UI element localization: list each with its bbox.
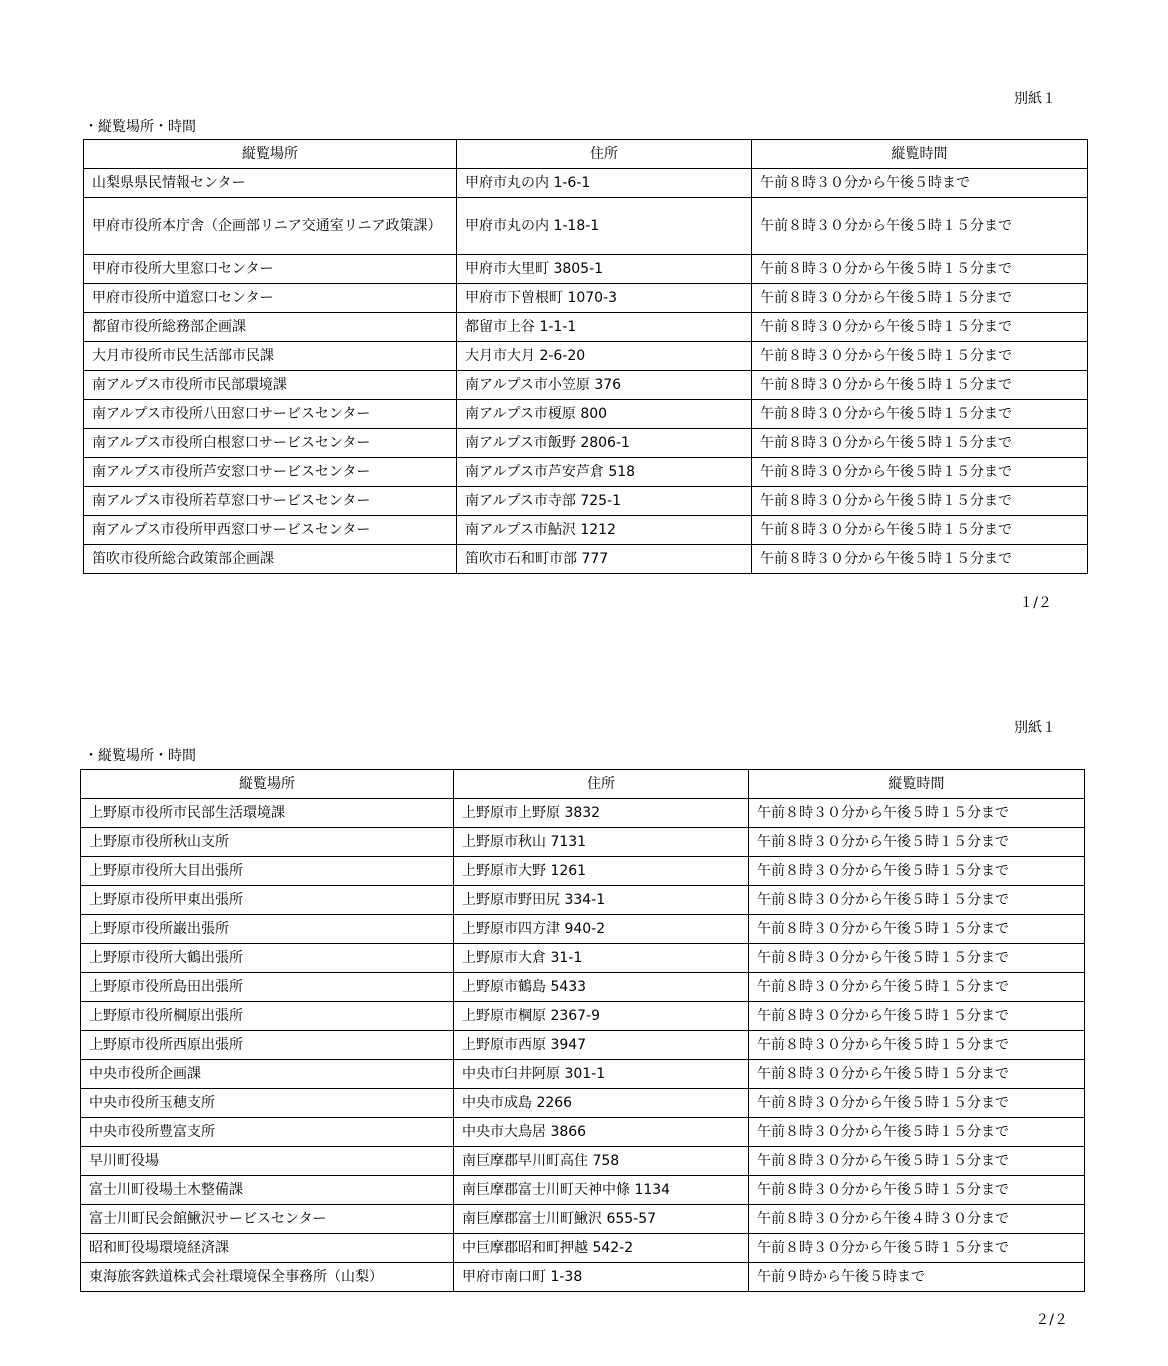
table-row bbox=[81, 1031, 1085, 1060]
location-cell: 南アルプス市役所八田窓口サービスセンター bbox=[84, 400, 457, 429]
hours-cell: 午前８時３０分から午後５時１５分まで bbox=[749, 828, 1085, 857]
address-cell: 上野原市棡原 2367-9 bbox=[454, 1002, 749, 1031]
location-cell: 南アルプス市役所若草窓口サービスセンター bbox=[84, 487, 457, 516]
section-heading: ・縦覧場所・時間 bbox=[84, 748, 196, 764]
header-location: 縦覧場所 bbox=[81, 770, 454, 799]
location-cell: 上野原市役所秋山支所 bbox=[81, 828, 454, 857]
table-header-row bbox=[81, 770, 1085, 799]
table-row bbox=[81, 799, 1085, 828]
address-cell: 中巨摩郡昭和町押越 542-2 bbox=[454, 1234, 749, 1263]
location-cell: 上野原市役所大目出張所 bbox=[81, 857, 454, 886]
location-cell: 甲府市役所本庁舎（企画部リニア交通室リニア政策課） bbox=[84, 198, 457, 255]
address-cell: 南巨摩郡富士川町鰍沢 655-57 bbox=[454, 1205, 749, 1234]
location-cell: 南アルプス市役所芦安窓口サービスセンター bbox=[84, 458, 457, 487]
location-cell: 上野原市役所市民部生活環境課 bbox=[81, 799, 454, 828]
table-row bbox=[81, 1089, 1085, 1118]
address-cell: 南アルプス市寺部 725-1 bbox=[457, 487, 752, 516]
address-cell: 上野原市大野 1261 bbox=[454, 857, 749, 886]
table-row bbox=[81, 944, 1085, 973]
table-row bbox=[81, 1176, 1085, 1205]
table-row bbox=[84, 342, 1088, 371]
location-cell: 上野原市役所西原出張所 bbox=[81, 1031, 454, 1060]
location-cell: 富士川町役場土木整備課 bbox=[81, 1176, 454, 1205]
table-row bbox=[81, 1263, 1085, 1292]
table-row bbox=[84, 429, 1088, 458]
address-cell: 南アルプス市飯野 2806-1 bbox=[457, 429, 752, 458]
hours-cell: 午前８時３０分から午後５時まで bbox=[752, 169, 1088, 198]
table-row bbox=[81, 1118, 1085, 1147]
hours-cell: 午前８時３０分から午後５時１５分まで bbox=[749, 886, 1085, 915]
hours-cell: 午前８時３０分から午後５時１５分まで bbox=[752, 284, 1088, 313]
table-row bbox=[84, 255, 1088, 284]
hours-cell: 午前８時３０分から午後５時１５分まで bbox=[749, 799, 1085, 828]
address-cell: 上野原市鶴島 5433 bbox=[454, 973, 749, 1002]
address-cell: 上野原市上野原 3832 bbox=[454, 799, 749, 828]
address-cell: 上野原市野田尻 334-1 bbox=[454, 886, 749, 915]
table-row bbox=[84, 284, 1088, 313]
location-cell: 南アルプス市役所市民部環境課 bbox=[84, 371, 457, 400]
hours-cell: 午前８時３０分から午後５時１５分まで bbox=[752, 516, 1088, 545]
hours-cell: 午前８時３０分から午後５時１５分まで bbox=[749, 973, 1085, 1002]
hours-cell: 午前８時３０分から午後５時１５分まで bbox=[752, 400, 1088, 429]
table-row bbox=[84, 516, 1088, 545]
table-row bbox=[81, 1147, 1085, 1176]
header-address: 住所 bbox=[457, 140, 752, 169]
header-location: 縦覧場所 bbox=[84, 140, 457, 169]
table-row bbox=[84, 169, 1088, 198]
table-row bbox=[84, 313, 1088, 342]
table-row bbox=[81, 857, 1085, 886]
hours-cell: 午前８時３０分から午後５時１５分まで bbox=[749, 1002, 1085, 1031]
table-row bbox=[84, 198, 1088, 255]
address-cell: 中央市臼井阿原 301-1 bbox=[454, 1060, 749, 1089]
address-cell: 南巨摩郡富士川町天神中條 1134 bbox=[454, 1176, 749, 1205]
location-cell: 東海旅客鉄道株式会社環境保全事務所（山梨） bbox=[81, 1263, 454, 1292]
hours-cell: 午前８時３０分から午後５時１５分まで bbox=[752, 371, 1088, 400]
address-cell: 上野原市秋山 7131 bbox=[454, 828, 749, 857]
table-row bbox=[84, 371, 1088, 400]
address-cell: 南アルプス市榎原 800 bbox=[457, 400, 752, 429]
address-cell: 大月市大月 2-6-20 bbox=[457, 342, 752, 371]
table-row bbox=[81, 1205, 1085, 1234]
table-row bbox=[84, 458, 1088, 487]
table-row bbox=[81, 828, 1085, 857]
location-cell: 南アルプス市役所白根窓口サービスセンター bbox=[84, 429, 457, 458]
table-row bbox=[81, 1060, 1085, 1089]
address-cell: 上野原市大倉 31-1 bbox=[454, 944, 749, 973]
location-cell: 甲府市役所大里窓口センター bbox=[84, 255, 457, 284]
hours-cell: 午前８時３０分から午後５時１５分まで bbox=[752, 458, 1088, 487]
hours-cell: 午前８時３０分から午後５時１５分まで bbox=[749, 944, 1085, 973]
location-cell: 大月市役所市民生活部市民課 bbox=[84, 342, 457, 371]
address-cell: 上野原市四方津 940-2 bbox=[454, 915, 749, 944]
hours-cell: 午前８時３０分から午後５時１５分まで bbox=[752, 313, 1088, 342]
hours-cell: 午前８時３０分から午後５時１５分まで bbox=[749, 1234, 1085, 1263]
address-cell: 南アルプス市芦安芦倉 518 bbox=[457, 458, 752, 487]
hours-cell: 午前９時から午後５時まで bbox=[749, 1263, 1085, 1292]
hours-cell: 午前８時３０分から午後５時１５分まで bbox=[752, 429, 1088, 458]
location-cell: 上野原市役所島田出張所 bbox=[81, 973, 454, 1002]
table-row bbox=[81, 886, 1085, 915]
hours-cell: 午前８時３０分から午後５時１５分まで bbox=[749, 1147, 1085, 1176]
hours-cell: 午前８時３０分から午後５時１５分まで bbox=[752, 487, 1088, 516]
location-cell: 上野原市役所巌出張所 bbox=[81, 915, 454, 944]
attachment-label: 別紙１ bbox=[1014, 720, 1056, 736]
hours-cell: 午前８時３０分から午後５時１５分まで bbox=[749, 1089, 1085, 1118]
location-cell: 中央市役所企画課 bbox=[81, 1060, 454, 1089]
location-cell: 中央市役所玉穂支所 bbox=[81, 1089, 454, 1118]
location-cell: 上野原市役所大鶴出張所 bbox=[81, 944, 454, 973]
address-cell: 中央市成島 2266 bbox=[454, 1089, 749, 1118]
address-cell: 上野原市西原 3947 bbox=[454, 1031, 749, 1060]
location-cell: 富士川町民会館鰍沢サービスセンター bbox=[81, 1205, 454, 1234]
location-cell: 上野原市役所甲東出張所 bbox=[81, 886, 454, 915]
viewing-locations-table bbox=[80, 769, 1085, 1292]
address-cell: 甲府市丸の内 1-6-1 bbox=[457, 169, 752, 198]
address-cell: 南アルプス市小笠原 376 bbox=[457, 371, 752, 400]
hours-cell: 午前８時３０分から午後５時１５分まで bbox=[749, 857, 1085, 886]
location-cell: 南アルプス市役所甲西窓口サービスセンター bbox=[84, 516, 457, 545]
location-cell: 山梨県県民情報センター bbox=[84, 169, 457, 198]
location-cell: 上野原市役所棡原出張所 bbox=[81, 1002, 454, 1031]
hours-cell: 午前８時３０分から午後４時３０分まで bbox=[749, 1205, 1085, 1234]
address-cell: 甲府市南口町 1-38 bbox=[454, 1263, 749, 1292]
table-row bbox=[84, 487, 1088, 516]
address-cell: 南巨摩郡早川町高住 758 bbox=[454, 1147, 749, 1176]
location-cell: 中央市役所豊富支所 bbox=[81, 1118, 454, 1147]
address-cell: 甲府市大里町 3805-1 bbox=[457, 255, 752, 284]
hours-cell: 午前８時３０分から午後５時１５分まで bbox=[752, 198, 1088, 255]
attachment-label: 別紙１ bbox=[1014, 91, 1056, 107]
table-row bbox=[81, 915, 1085, 944]
header-address: 住所 bbox=[454, 770, 749, 799]
location-cell: 笛吹市役所総合政策部企画課 bbox=[84, 545, 457, 574]
address-cell: 都留市上谷 1-1-1 bbox=[457, 313, 752, 342]
location-cell: 早川町役場 bbox=[81, 1147, 454, 1176]
hours-cell: 午前８時３０分から午後５時１５分まで bbox=[749, 1118, 1085, 1147]
hours-cell: 午前８時３０分から午後５時１５分まで bbox=[752, 545, 1088, 574]
page-number: １/２ bbox=[1019, 595, 1052, 611]
page-number: ２/２ bbox=[1035, 1312, 1068, 1328]
hours-cell: 午前８時３０分から午後５時１５分まで bbox=[752, 342, 1088, 371]
table-row bbox=[81, 973, 1085, 1002]
address-cell: 甲府市丸の内 1-18-1 bbox=[457, 198, 752, 255]
address-cell: 南アルプス市鮎沢 1212 bbox=[457, 516, 752, 545]
table-row bbox=[84, 545, 1088, 574]
hours-cell: 午前８時３０分から午後５時１５分まで bbox=[749, 915, 1085, 944]
section-heading: ・縦覧場所・時間 bbox=[84, 119, 196, 135]
hours-cell: 午前８時３０分から午後５時１５分まで bbox=[749, 1176, 1085, 1205]
header-hours: 縦覧時間 bbox=[749, 770, 1085, 799]
header-hours: 縦覧時間 bbox=[752, 140, 1088, 169]
location-cell: 都留市役所総務部企画課 bbox=[84, 313, 457, 342]
table-header-row bbox=[84, 140, 1088, 169]
address-cell: 中央市大鳥居 3866 bbox=[454, 1118, 749, 1147]
address-cell: 甲府市下曽根町 1070-3 bbox=[457, 284, 752, 313]
table-row bbox=[81, 1234, 1085, 1263]
location-cell: 昭和町役場環境経済課 bbox=[81, 1234, 454, 1263]
address-cell: 笛吹市石和町市部 777 bbox=[457, 545, 752, 574]
table-row bbox=[81, 1002, 1085, 1031]
hours-cell: 午前８時３０分から午後５時１５分まで bbox=[749, 1031, 1085, 1060]
viewing-locations-table bbox=[83, 139, 1088, 574]
location-cell: 甲府市役所中道窓口センター bbox=[84, 284, 457, 313]
hours-cell: 午前８時３０分から午後５時１５分まで bbox=[749, 1060, 1085, 1089]
table-row bbox=[84, 400, 1088, 429]
hours-cell: 午前８時３０分から午後５時１５分まで bbox=[752, 255, 1088, 284]
